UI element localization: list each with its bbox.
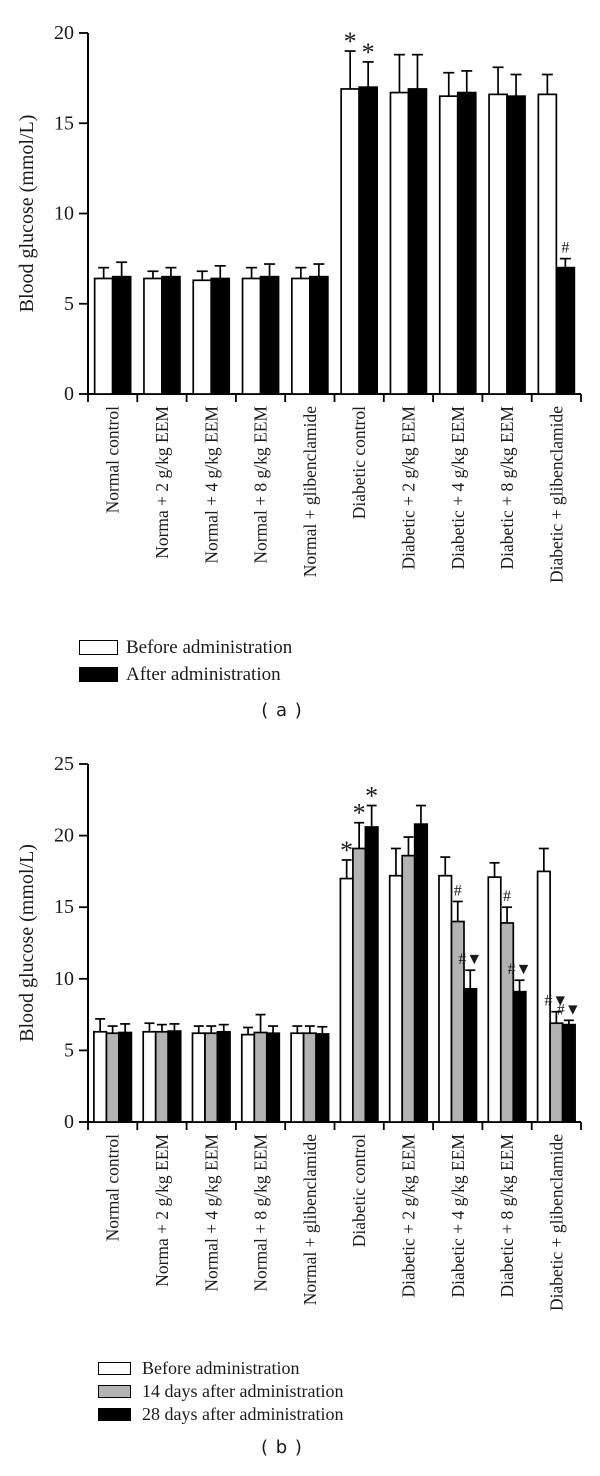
bar (193, 280, 211, 394)
significance-hash: # (503, 888, 512, 906)
legend-panel-a (79, 634, 292, 688)
bar (488, 877, 501, 1122)
legend-swatch (79, 667, 118, 682)
bar (144, 278, 162, 394)
y-tick-label: 5 (64, 1039, 74, 1062)
y-axis-title: Blood glucose (mmol/L) (16, 114, 38, 313)
x-category-label: Normal control (102, 1134, 123, 1242)
y-tick-label: 10 (54, 202, 74, 225)
significance-star: * (343, 27, 357, 57)
x-category-label: Normal + 4 g/kg EEM (201, 1134, 222, 1292)
x-category-label: Diabetic + 2 g/kg EEM (398, 406, 419, 570)
bar (340, 879, 353, 1122)
y-tick-label: 0 (64, 383, 74, 405)
bar (538, 94, 556, 394)
legend-label: 14 days after administration (142, 1381, 344, 1401)
significance-star: * (361, 37, 375, 67)
bar (94, 1032, 107, 1122)
bar (563, 1025, 576, 1122)
bar (254, 1033, 266, 1123)
bar (513, 992, 526, 1122)
chart-panel-b (0, 740, 600, 1350)
bar (341, 89, 359, 394)
bar (143, 1032, 156, 1122)
x-category-label: Diabetic + 2 g/kg EEM (398, 1134, 419, 1298)
bar (193, 1033, 206, 1122)
bar (415, 824, 428, 1122)
bar (556, 268, 574, 394)
bar (292, 278, 310, 394)
caption-a: ( a ) (261, 700, 303, 721)
bar (353, 848, 366, 1122)
y-tick-label: 0 (64, 1111, 74, 1133)
bar (310, 277, 328, 394)
bar (408, 89, 426, 394)
x-category-label: Normal + 4 g/kg EEM (201, 406, 222, 564)
legend-item (79, 634, 292, 661)
x-category-label: Diabetic + 4 g/kg EEM (447, 1134, 468, 1298)
significance-hash: # (561, 239, 570, 257)
bar (162, 277, 180, 394)
significance-hash: # (453, 882, 462, 900)
legend-item (79, 661, 292, 688)
legend-panel-b (98, 1357, 343, 1426)
bar (205, 1033, 218, 1122)
x-category-label: Norma + 2 g/kg EEM (151, 1134, 172, 1287)
x-category-label: Diabetic control (349, 406, 370, 520)
bar (291, 1033, 304, 1122)
bar (501, 923, 514, 1122)
bar (113, 277, 131, 394)
legend-item (98, 1380, 343, 1403)
y-tick-label: 15 (54, 112, 74, 135)
x-category-label: Normal + glibenclamide (299, 1134, 320, 1306)
bar (95, 278, 113, 394)
legend-swatch (79, 640, 118, 655)
significance-hash: #▼ (507, 961, 532, 979)
significance-hash: #▼ (556, 1001, 581, 1019)
significance-hash: #▼ (544, 992, 569, 1010)
x-category-label: Diabetic + glibenclamide (546, 1134, 567, 1312)
x-category-label: Norma + 2 g/kg EEM (151, 406, 172, 559)
significance-hash: #▼ (458, 951, 483, 969)
bar (489, 94, 507, 394)
y-tick-label: 20 (54, 22, 74, 44)
y-tick-label: 25 (54, 753, 74, 775)
bar (390, 876, 403, 1122)
bar (106, 1033, 119, 1122)
legend-item (98, 1403, 343, 1426)
bar (261, 277, 279, 394)
bar (119, 1033, 131, 1123)
legend-label: Before administration (126, 636, 293, 658)
bar (550, 1023, 563, 1122)
bar (458, 93, 476, 394)
legend-label: 28 days after administration (142, 1404, 344, 1424)
bar (365, 827, 378, 1122)
legend-label: After administration (126, 663, 281, 685)
x-category-label: Normal + 8 g/kg EEM (250, 406, 271, 564)
bar (304, 1033, 317, 1122)
bar (440, 96, 458, 394)
bar (402, 856, 415, 1122)
bar (242, 1035, 255, 1122)
legend-swatch (98, 1362, 131, 1375)
x-category-label: Diabetic + 4 g/kg EEM (447, 406, 468, 570)
bar (316, 1034, 329, 1122)
legend-swatch (98, 1385, 131, 1398)
x-category-label: Diabetic + 8 g/kg EEM (497, 1134, 518, 1298)
significance-star: * (340, 835, 354, 865)
significance-star: * (365, 781, 379, 811)
y-tick-label: 5 (64, 292, 74, 315)
bar (359, 87, 377, 394)
y-tick-label: 15 (54, 896, 74, 919)
bar (507, 96, 525, 394)
legend-label: Before administration (142, 1358, 300, 1378)
legend-item (98, 1357, 343, 1380)
chart-panel-a (0, 0, 600, 622)
caption-b: ( b ) (261, 1437, 303, 1458)
x-category-label: Diabetic + glibenclamide (546, 406, 567, 584)
bar (390, 93, 408, 394)
x-category-label: Normal + glibenclamide (299, 406, 320, 578)
y-tick-label: 10 (54, 967, 74, 990)
x-category-label: Normal control (102, 406, 123, 514)
legend-swatch (98, 1408, 131, 1421)
y-tick-label: 20 (54, 824, 74, 847)
bar (156, 1032, 169, 1122)
bar (464, 989, 477, 1122)
y-axis-title: Blood glucose (mmol/L) (16, 844, 38, 1042)
significance-star: * (352, 798, 366, 828)
x-category-label: Diabetic + 8 g/kg EEM (497, 406, 518, 570)
x-category-label: Diabetic control (349, 1134, 370, 1248)
bar (243, 278, 261, 394)
x-category-label: Normal + 8 g/kg EEM (250, 1134, 271, 1292)
bar (267, 1033, 280, 1122)
bar (168, 1031, 181, 1122)
bar (439, 876, 452, 1122)
bar (211, 278, 229, 394)
bar (218, 1032, 231, 1122)
